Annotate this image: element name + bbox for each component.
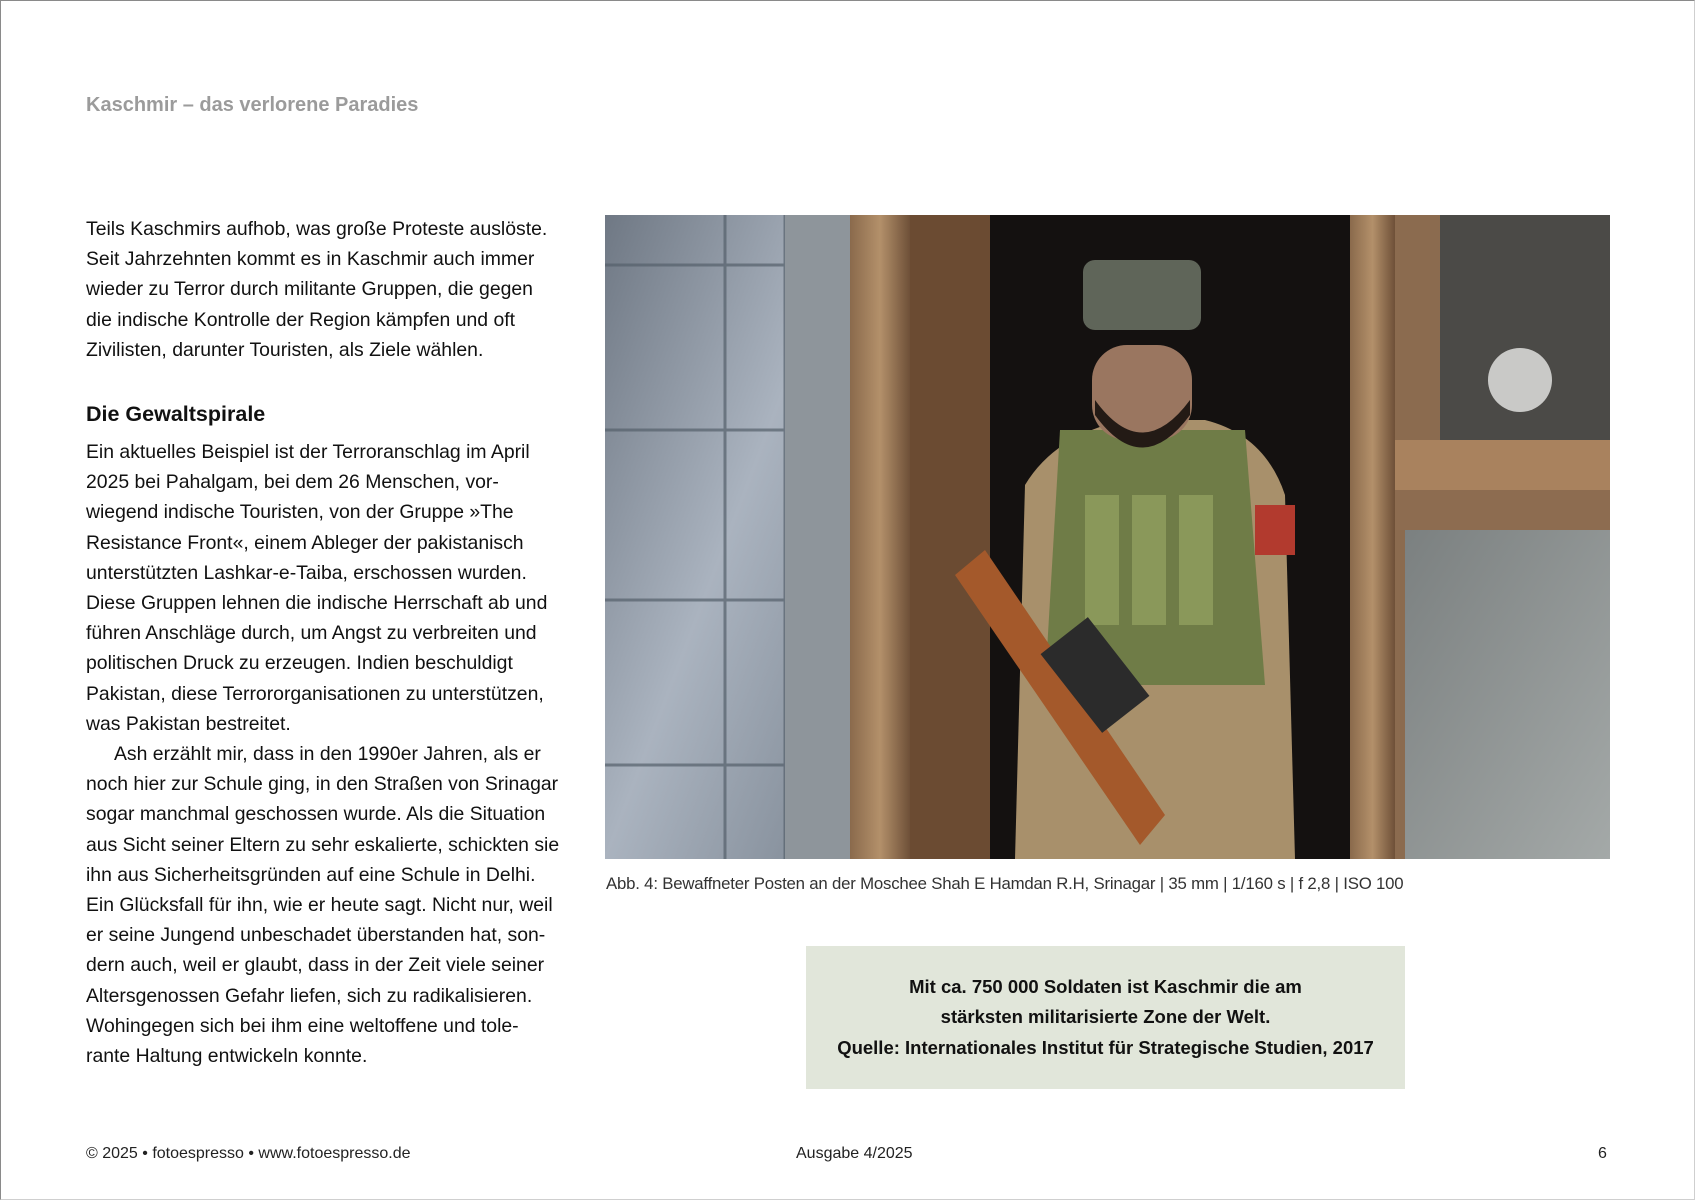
page-number: 6	[1598, 1145, 1607, 1162]
text-line: aus Sicht seiner Eltern zu sehr eskalierte, schickten sie	[86, 833, 560, 856]
text-line: er seine Jungend unbeschadet überstanden hat, son-	[86, 924, 546, 947]
text-line: Zivilisten, darunter Touristen, als Ziele wählen.	[86, 338, 484, 361]
body-paragraph-1	[86, 437, 576, 739]
intro-paragraph	[86, 214, 576, 365]
text-line: Teils Kaschmirs aufhob, was große Proteste auslöste.	[86, 218, 548, 240]
text-line: Ein aktuelles Beispiel ist der Terroranschlag im April	[86, 441, 530, 464]
text-line: was Pakistan bestreitet.	[86, 712, 291, 735]
text-line: Altersgenossen Gefahr liefen, sich zu radikalisieren.	[86, 984, 533, 1007]
running-head: Kaschmir – das verlorene Paradies	[86, 94, 419, 116]
text-line: politischen Druck zu erzeugen. Indien beschuldigt	[86, 652, 513, 675]
text-line: unterstützten Lashkar-e-Taiba, erschossen wurden.	[86, 561, 527, 584]
section-heading: Die Gewaltspirale	[86, 402, 266, 427]
text-line: 2025 bei Pahalgam, bei dem 26 Menschen, vor-	[86, 471, 499, 494]
photo-illustration	[605, 215, 1610, 859]
text-line: wieder zu Terror durch militante Gruppen, die gegen	[86, 278, 533, 301]
text-line: wiegend indische Touristen, von der Gruppe »The	[86, 501, 514, 524]
text-line: Ein Glücksfall für ihn, wie er heute sagt. Nicht nur, weil	[86, 894, 553, 917]
fact-line: Mit ca. 750 000 Soldaten ist Kaschmir die am	[909, 975, 1302, 997]
text-line: sogar manchmal geschossen wurde. Als die Situation	[86, 803, 546, 826]
footer-issue: Ausgabe 4/2025	[796, 1145, 913, 1162]
text-line: ihn aus Sicherheitsgründen auf eine Schule in Delhi.	[86, 863, 536, 886]
fact-source: Quelle: Internationales Institut für Strategische Studien, 2017	[837, 1036, 1374, 1058]
footer-copyright: © 2025 • fotoespresso • www.fotoespresso.de	[86, 1145, 411, 1162]
text-column	[86, 214, 576, 1071]
fact-line: stärksten militarisierte Zone der Welt.	[940, 1006, 1271, 1028]
fact-box	[806, 946, 1405, 1089]
text-line: Diese Gruppen lehnen die indische Herrschaft ab und	[86, 592, 548, 615]
text-line: rante Haltung entwickeln konnte.	[86, 1045, 368, 1068]
text-line: Resistance Front«, einem Ableger der pakistanisch	[86, 531, 524, 554]
text-line: Wohingegen sich bei ihm eine weltoffene und tole-	[86, 1014, 519, 1037]
figure-caption: Abb. 4: Bewaffneter Posten an der Moschee Shah E Hamdan R.H, Srinagar | 35 mm | 1/160 s | f 2,8 | ISO 100	[606, 874, 1404, 893]
text-line: Pakistan, diese Terrororganisationen zu unterstützen,	[86, 682, 544, 705]
text-line: die indische Kontrolle der Region kämpfen und oft	[86, 308, 516, 331]
text-line: dern auch, weil er glaubt, dass in der Zeit viele seiner	[86, 954, 545, 977]
text-line: Ash erzählt mir, dass in den 1990er Jahren, als er	[114, 743, 541, 766]
text-line: Seit Jahrzehnten kommt es in Kaschmir auch immer	[86, 248, 535, 271]
text-line: noch hier zur Schule ging, in den Straßen von Srinagar	[86, 773, 559, 796]
body-paragraph-2	[86, 739, 576, 1071]
figure-photo	[605, 215, 1610, 859]
text-line: führen Anschläge durch, um Angst zu verbreiten und	[86, 622, 537, 645]
